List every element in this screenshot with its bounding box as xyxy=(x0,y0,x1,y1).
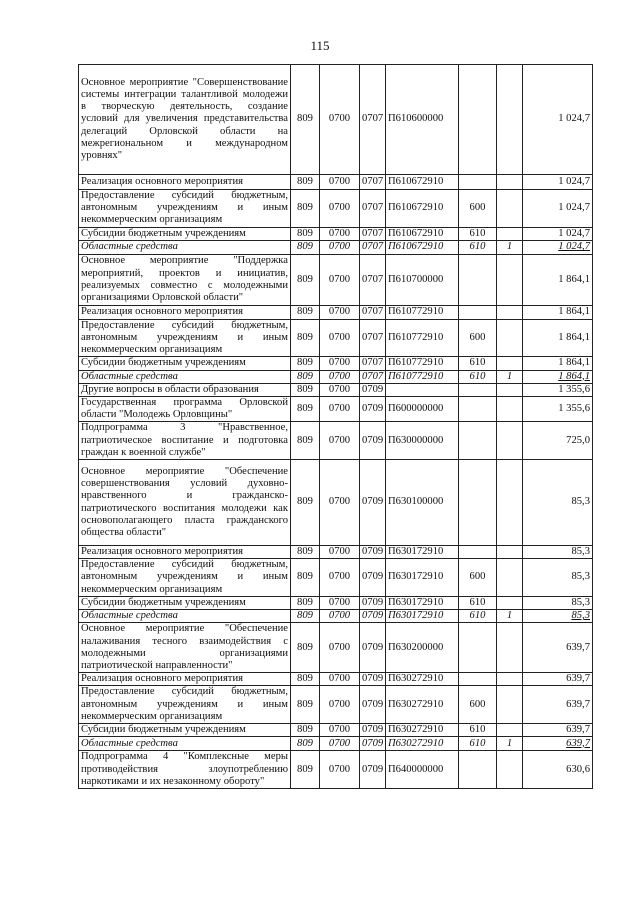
cell-funding-source xyxy=(497,460,523,546)
cell-section-code: 0700 xyxy=(320,623,360,673)
cell-section-code: 0700 xyxy=(320,546,360,559)
cell-target-article: П640000000 xyxy=(386,751,459,789)
cell-expense-type: 600 xyxy=(459,190,497,228)
cell-admin-code: 809 xyxy=(291,460,320,546)
cell-section-code: 0700 xyxy=(320,227,360,240)
cell-amount: 630,6 xyxy=(523,751,593,789)
cell-funding-source xyxy=(497,319,523,357)
cell-name: Реализация основного мероприятия xyxy=(79,546,291,559)
cell-amount: 639,7 xyxy=(523,724,593,737)
cell-expense-type xyxy=(459,546,497,559)
cell-name: Областные средства xyxy=(79,370,291,383)
cell-section-code: 0700 xyxy=(320,610,360,623)
cell-funding-source xyxy=(497,724,523,737)
cell-admin-code: 809 xyxy=(291,422,320,460)
cell-subsection-code: 0707 xyxy=(360,254,386,305)
cell-subsection-code: 0707 xyxy=(360,175,386,190)
cell-name: Областные средства xyxy=(79,240,291,254)
cell-amount: 85,3 xyxy=(523,559,593,597)
cell-funding-source xyxy=(497,227,523,240)
cell-section-code: 0700 xyxy=(320,190,360,228)
cell-target-article: П610700000 xyxy=(386,254,459,305)
cell-name: Субсидии бюджетным учреждениям xyxy=(79,724,291,737)
cell-amount: 1 864,1 xyxy=(523,370,593,383)
cell-subsection-code: 0709 xyxy=(360,422,386,460)
cell-name: Государственная программа Орловской области "Молодежь Орловщины" xyxy=(79,397,291,422)
cell-expense-type: 600 xyxy=(459,559,497,597)
cell-funding-source xyxy=(497,305,523,319)
cell-expense-type: 600 xyxy=(459,319,497,357)
cell-funding-source xyxy=(497,190,523,228)
cell-admin-code: 809 xyxy=(291,319,320,357)
cell-target-article: П630172910 xyxy=(386,559,459,597)
cell-section-code: 0700 xyxy=(320,65,360,175)
cell-subsection-code: 0707 xyxy=(360,190,386,228)
cell-section-code: 0700 xyxy=(320,397,360,422)
cell-target-article: П610672910 xyxy=(386,240,459,254)
cell-admin-code: 809 xyxy=(291,190,320,228)
cell-funding-source: 1 xyxy=(497,240,523,254)
table-row xyxy=(79,175,593,190)
cell-admin-code: 809 xyxy=(291,383,320,396)
cell-admin-code: 809 xyxy=(291,357,320,370)
cell-funding-source: 1 xyxy=(497,737,523,751)
cell-expense-type xyxy=(459,623,497,673)
cell-expense-type: 610 xyxy=(459,737,497,751)
cell-name: Предоставление субсидий бюджетным, автономным учреждениям и иным некоммерческим организациям xyxy=(79,319,291,357)
table-row xyxy=(79,546,593,559)
cell-target-article: П610672910 xyxy=(386,175,459,190)
cell-expense-type xyxy=(459,65,497,175)
cell-funding-source xyxy=(497,546,523,559)
cell-admin-code: 809 xyxy=(291,724,320,737)
cell-admin-code: 809 xyxy=(291,751,320,789)
table-row xyxy=(79,227,593,240)
cell-amount: 639,7 xyxy=(523,686,593,724)
cell-section-code: 0700 xyxy=(320,383,360,396)
cell-funding-source: 1 xyxy=(497,610,523,623)
cell-amount: 639,7 xyxy=(523,623,593,673)
cell-expense-type xyxy=(459,422,497,460)
cell-name: Подпрограмма 4 "Комплексные меры противодействия злоупотреблению наркотиками и их незаконному обороту" xyxy=(79,751,291,789)
cell-funding-source xyxy=(497,254,523,305)
cell-amount: 639,7 xyxy=(523,673,593,686)
cell-target-article: П610772910 xyxy=(386,357,459,370)
cell-name: Субсидии бюджетным учреждениям xyxy=(79,357,291,370)
cell-subsection-code: 0709 xyxy=(360,596,386,609)
cell-subsection-code: 0709 xyxy=(360,383,386,396)
cell-expense-type xyxy=(459,673,497,686)
cell-amount: 85,3 xyxy=(523,546,593,559)
cell-subsection-code: 0709 xyxy=(360,610,386,623)
budget-table-body xyxy=(79,65,593,789)
cell-funding-source xyxy=(497,357,523,370)
cell-amount: 1 355,6 xyxy=(523,397,593,422)
cell-amount: 1 024,7 xyxy=(523,240,593,254)
cell-target-article: П630172910 xyxy=(386,546,459,559)
table-row xyxy=(79,686,593,724)
cell-expense-type: 610 xyxy=(459,370,497,383)
cell-section-code: 0700 xyxy=(320,240,360,254)
table-row xyxy=(79,319,593,357)
table-row xyxy=(79,422,593,460)
table-row xyxy=(79,610,593,623)
cell-amount: 85,3 xyxy=(523,596,593,609)
cell-target-article: П630100000 xyxy=(386,460,459,546)
cell-subsection-code: 0709 xyxy=(360,751,386,789)
cell-expense-type: 610 xyxy=(459,227,497,240)
cell-name: Предоставление субсидий бюджетным, автономным учреждениям и иным некоммерческим организациям xyxy=(79,559,291,597)
cell-target-article: П610672910 xyxy=(386,227,459,240)
cell-admin-code: 809 xyxy=(291,737,320,751)
cell-section-code: 0700 xyxy=(320,460,360,546)
cell-funding-source xyxy=(497,751,523,789)
cell-section-code: 0700 xyxy=(320,596,360,609)
cell-admin-code: 809 xyxy=(291,559,320,597)
cell-name: Предоставление субсидий бюджетным, автономным учреждениям и иным некоммерческим организациям xyxy=(79,190,291,228)
table-row xyxy=(79,240,593,254)
table-row xyxy=(79,383,593,396)
cell-funding-source xyxy=(497,673,523,686)
cell-admin-code: 809 xyxy=(291,240,320,254)
cell-name: Реализация основного мероприятия xyxy=(79,305,291,319)
cell-subsection-code: 0707 xyxy=(360,319,386,357)
cell-section-code: 0700 xyxy=(320,254,360,305)
cell-name: Областные средства xyxy=(79,610,291,623)
cell-funding-source xyxy=(497,596,523,609)
cell-subsection-code: 0707 xyxy=(360,240,386,254)
table-row xyxy=(79,737,593,751)
cell-section-code: 0700 xyxy=(320,422,360,460)
cell-funding-source xyxy=(497,175,523,190)
cell-section-code: 0700 xyxy=(320,305,360,319)
cell-name: Областные средства xyxy=(79,737,291,751)
cell-section-code: 0700 xyxy=(320,357,360,370)
cell-amount: 1 864,1 xyxy=(523,357,593,370)
cell-subsection-code: 0707 xyxy=(360,65,386,175)
table-row xyxy=(79,254,593,305)
cell-name: Подпрограмма 3 "Нравственное, патриотическое воспитание и подготовка граждан к военной службе" xyxy=(79,422,291,460)
cell-subsection-code: 0709 xyxy=(360,623,386,673)
cell-target-article: П630172910 xyxy=(386,596,459,609)
cell-expense-type xyxy=(459,175,497,190)
cell-admin-code: 809 xyxy=(291,673,320,686)
cell-target-article: П630272910 xyxy=(386,724,459,737)
table-row xyxy=(79,724,593,737)
cell-name: Другие вопросы в области образования xyxy=(79,383,291,396)
cell-funding-source xyxy=(497,397,523,422)
cell-target-article: П610600000 xyxy=(386,65,459,175)
cell-expense-type: 610 xyxy=(459,610,497,623)
table-row xyxy=(79,673,593,686)
cell-name: Субсидии бюджетным учреждениям xyxy=(79,227,291,240)
cell-funding-source xyxy=(497,422,523,460)
table-row xyxy=(79,305,593,319)
cell-amount: 639,7 xyxy=(523,737,593,751)
cell-target-article: П630200000 xyxy=(386,623,459,673)
cell-expense-type xyxy=(459,305,497,319)
cell-section-code: 0700 xyxy=(320,673,360,686)
cell-subsection-code: 0707 xyxy=(360,357,386,370)
cell-admin-code: 809 xyxy=(291,305,320,319)
cell-target-article: П630272910 xyxy=(386,686,459,724)
cell-admin-code: 809 xyxy=(291,596,320,609)
cell-expense-type xyxy=(459,460,497,546)
cell-name: Субсидии бюджетным учреждениям xyxy=(79,596,291,609)
cell-section-code: 0700 xyxy=(320,724,360,737)
cell-amount: 1 864,1 xyxy=(523,254,593,305)
cell-name: Реализация основного мероприятия xyxy=(79,673,291,686)
table-row xyxy=(79,65,593,175)
cell-subsection-code: 0707 xyxy=(360,227,386,240)
table-row xyxy=(79,460,593,546)
cell-section-code: 0700 xyxy=(320,686,360,724)
cell-name: Реализация основного мероприятия xyxy=(79,175,291,190)
cell-amount: 1 024,7 xyxy=(523,175,593,190)
cell-admin-code: 809 xyxy=(291,65,320,175)
cell-name: Основное мероприятие "Обеспечение налаживания тесного взаимодействия с молодежными организациями патриотической направленности" xyxy=(79,623,291,673)
cell-section-code: 0700 xyxy=(320,175,360,190)
cell-name: Предоставление субсидий бюджетным, автономным учреждениям и иным некоммерческим организациям xyxy=(79,686,291,724)
cell-target-article: П630172910 xyxy=(386,610,459,623)
page-number: 115 xyxy=(310,38,330,53)
cell-section-code: 0700 xyxy=(320,751,360,789)
cell-amount: 1 024,7 xyxy=(523,65,593,175)
cell-target-article: П610772910 xyxy=(386,370,459,383)
cell-admin-code: 809 xyxy=(291,623,320,673)
cell-admin-code: 809 xyxy=(291,686,320,724)
cell-target-article: П630272910 xyxy=(386,673,459,686)
cell-amount: 85,3 xyxy=(523,610,593,623)
cell-target-article: П630272910 xyxy=(386,737,459,751)
cell-target-article: П600000000 xyxy=(386,397,459,422)
cell-subsection-code: 0709 xyxy=(360,673,386,686)
cell-amount: 1 864,1 xyxy=(523,305,593,319)
cell-target-article: П610772910 xyxy=(386,319,459,357)
cell-subsection-code: 0707 xyxy=(360,305,386,319)
cell-amount: 725,0 xyxy=(523,422,593,460)
cell-subsection-code: 0709 xyxy=(360,724,386,737)
cell-name: Основное мероприятие "Совершенствование системы интеграции талантливой молодежи в творческую деятельность, создание условий для увеличения представительства делегаций Орловской области на межрегиональном и международном уровнях" xyxy=(79,65,291,175)
cell-name: Основное мероприятие "Обеспечение совершенствования условий духовно-нравственного и гражданско-патриотического воспитания молодежи как основополагающего пласта гражданского общества области" xyxy=(79,460,291,546)
cell-expense-type: 610 xyxy=(459,596,497,609)
cell-amount: 1 024,7 xyxy=(523,227,593,240)
cell-subsection-code: 0709 xyxy=(360,686,386,724)
cell-admin-code: 809 xyxy=(291,370,320,383)
cell-admin-code: 809 xyxy=(291,546,320,559)
cell-amount: 1 355,6 xyxy=(523,383,593,396)
cell-name: Основное мероприятие "Поддержка мероприятий, проектов и инициатив, реализуемых совместно с молодежными организациями Орловской области" xyxy=(79,254,291,305)
table-row xyxy=(79,596,593,609)
cell-admin-code: 809 xyxy=(291,397,320,422)
table-row xyxy=(79,357,593,370)
cell-target-article: П610772910 xyxy=(386,305,459,319)
cell-funding-source xyxy=(497,559,523,597)
cell-expense-type xyxy=(459,751,497,789)
cell-target-article: П630000000 xyxy=(386,422,459,460)
table-row xyxy=(79,559,593,597)
cell-section-code: 0700 xyxy=(320,319,360,357)
cell-section-code: 0700 xyxy=(320,559,360,597)
cell-subsection-code: 0709 xyxy=(360,546,386,559)
cell-amount: 1 864,1 xyxy=(523,319,593,357)
budget-table xyxy=(78,64,593,789)
cell-subsection-code: 0709 xyxy=(360,559,386,597)
cell-expense-type xyxy=(459,254,497,305)
cell-admin-code: 809 xyxy=(291,227,320,240)
table-row xyxy=(79,397,593,422)
cell-target-article xyxy=(386,383,459,396)
cell-funding-source xyxy=(497,623,523,673)
cell-subsection-code: 0709 xyxy=(360,737,386,751)
cell-subsection-code: 0707 xyxy=(360,370,386,383)
table-row xyxy=(79,370,593,383)
cell-subsection-code: 0709 xyxy=(360,397,386,422)
cell-section-code: 0700 xyxy=(320,737,360,751)
cell-funding-source xyxy=(497,383,523,396)
cell-expense-type: 600 xyxy=(459,686,497,724)
cell-expense-type: 610 xyxy=(459,357,497,370)
cell-admin-code: 809 xyxy=(291,254,320,305)
cell-funding-source: 1 xyxy=(497,370,523,383)
cell-admin-code: 809 xyxy=(291,175,320,190)
table-row xyxy=(79,623,593,673)
cell-admin-code: 809 xyxy=(291,610,320,623)
table-row xyxy=(79,751,593,789)
cell-expense-type xyxy=(459,383,497,396)
cell-section-code: 0700 xyxy=(320,370,360,383)
cell-amount: 1 024,7 xyxy=(523,190,593,228)
cell-subsection-code: 0709 xyxy=(360,460,386,546)
cell-funding-source xyxy=(497,686,523,724)
cell-amount: 85,3 xyxy=(523,460,593,546)
cell-funding-source xyxy=(497,65,523,175)
cell-expense-type: 610 xyxy=(459,240,497,254)
cell-target-article: П610672910 xyxy=(386,190,459,228)
cell-expense-type xyxy=(459,397,497,422)
cell-expense-type: 610 xyxy=(459,724,497,737)
table-row xyxy=(79,190,593,228)
